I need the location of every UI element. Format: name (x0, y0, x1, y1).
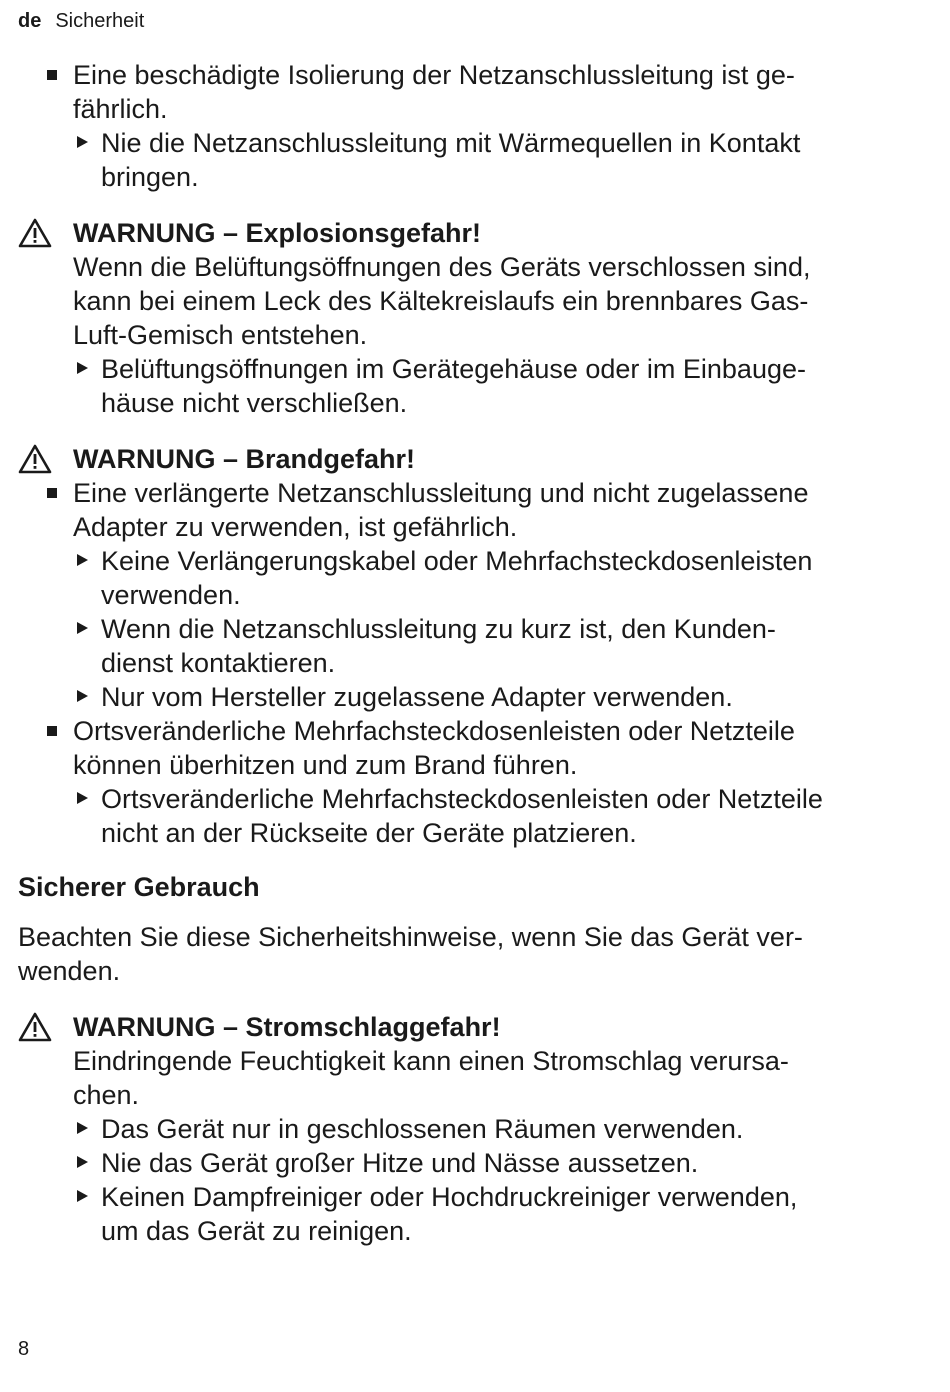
triangle-bullet-icon (77, 136, 88, 148)
warning-title: WARNUNG – Brandgefahr! (73, 444, 416, 474)
warning-explosion: WARNUNG – Explosionsgefahr! Wenn die Belüftungsöffnungen des Geräts verschlossen sind, kann bei einem Leck des Kältekreislaufs ein brennbares Gas- Luft-Gemisch entstehen. (0, 216, 950, 352)
warning-triangle-icon (18, 218, 52, 248)
hazard-bullet: Eine beschädigte Isolierung der Netzanschlussleitung ist ge- fährlich. (0, 58, 950, 126)
triangle-bullet-icon (77, 690, 88, 702)
triangle-bullet-icon (77, 1156, 88, 1168)
page-header (18, 9, 144, 33)
square-bullet-icon (47, 488, 57, 498)
warning-triangle-icon (18, 444, 52, 474)
hazard-bullet: Ortsveränderliche Mehrfachsteckdosenleisten oder Netzteile können überhitzen und zum Brand führen. (0, 714, 950, 782)
action-item: Ortsveränderliche Mehrfachsteckdosenleisten oder Netzteile nicht an der Rückseite der Geräte platzieren. (0, 782, 950, 850)
document-body (0, 58, 950, 1248)
page-number: 8 (18, 1338, 30, 1360)
triangle-bullet-icon (77, 1122, 88, 1134)
action-item: Das Gerät nur in geschlossenen Räumen verwenden. (0, 1112, 950, 1146)
action-item: Keinen Dampfreiniger oder Hochdruckreiniger verwenden, um das Gerät zu reinigen. (0, 1180, 950, 1248)
square-bullet-icon (47, 70, 57, 80)
language-code: de (18, 10, 42, 32)
triangle-bullet-icon (77, 622, 88, 634)
warning-triangle-icon (18, 1012, 52, 1042)
section-heading: Sicherer Gebrauch (18, 872, 260, 902)
hazard-block-insulation (0, 58, 950, 194)
action-item: Wenn die Netzanschlussleitung zu kurz ist, den Kunden- dienst kontaktieren. (0, 612, 950, 680)
intro-paragraph: Beachten Sie diese Sicherheitshinweise, wenn Sie das Gerät ver- wenden. (18, 922, 803, 986)
warning-fire (0, 442, 950, 476)
warning-title: WARNUNG – Stromschlaggefahr! (73, 1012, 501, 1042)
action-item: Keine Verlängerungskabel oder Mehrfachsteckdosenleisten verwenden. (0, 544, 950, 612)
warning-title: WARNUNG – Explosionsgefahr! (73, 218, 482, 248)
action-item: Belüftungsöffnungen im Gerätegehäuse oder im Einbauge- häuse nicht verschließen. (0, 352, 950, 420)
warning-electric-shock: WARNUNG – Stromschlaggefahr! Eindringende Feuchtigkeit kann einen Stromschlag verursa- chen. (0, 1010, 950, 1112)
action-item: Nie die Netzanschlussleitung mit Wärmequellen in Kontakt bringen. (0, 126, 950, 194)
triangle-bullet-icon (77, 554, 88, 566)
square-bullet-icon (47, 726, 57, 736)
action-item: Nie das Gerät großer Hitze und Nässe aussetzen. (0, 1146, 950, 1180)
hazard-bullet: Eine verlängerte Netzanschlussleitung und nicht zugelassene Adapter zu verwenden, ist gefährlich. (0, 476, 950, 544)
triangle-bullet-icon (77, 792, 88, 804)
section-name: Sicherheit (55, 10, 145, 32)
triangle-bullet-icon (77, 1190, 88, 1202)
action-item: Nur vom Hersteller zugelassene Adapter verwenden. (0, 680, 950, 714)
triangle-bullet-icon (77, 362, 88, 374)
